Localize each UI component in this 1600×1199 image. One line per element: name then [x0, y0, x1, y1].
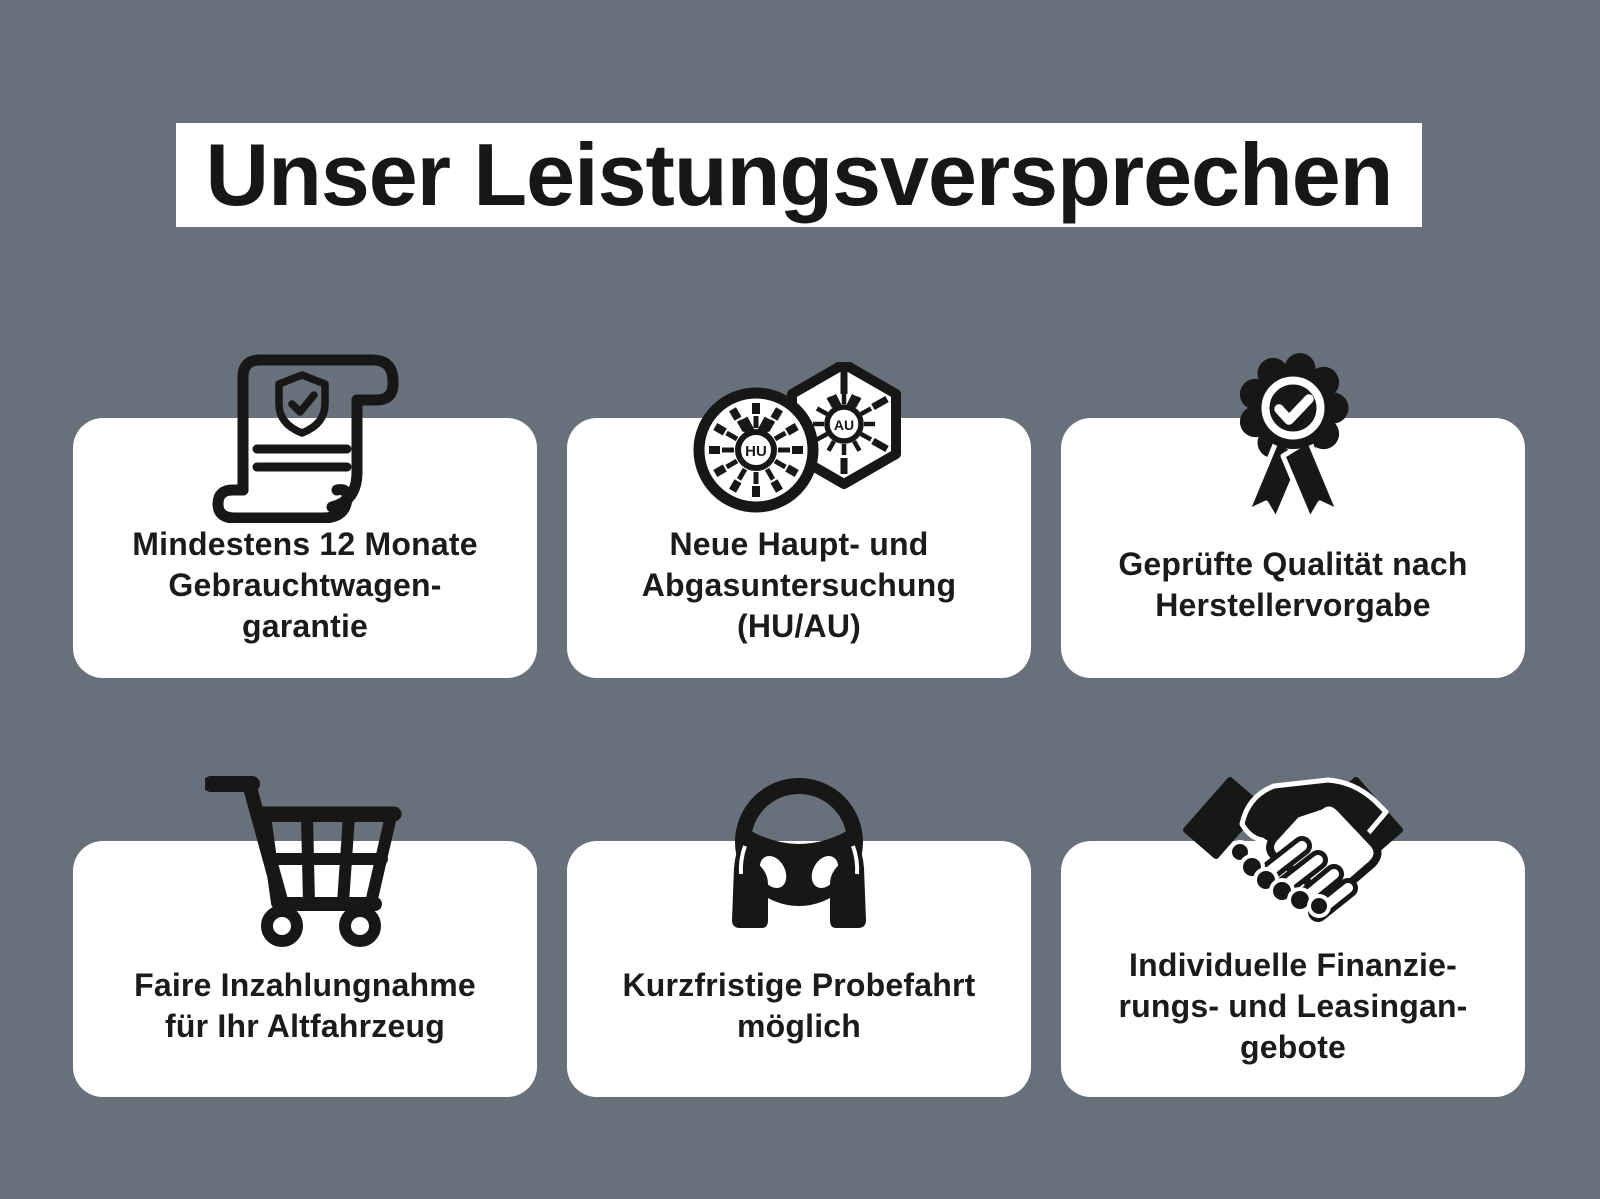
au-badge-label: AU	[833, 417, 855, 433]
icon-slot	[1223, 352, 1363, 522]
card-text-line: rungs- und Leasingan-	[1118, 987, 1468, 1024]
card-text	[585, 931, 1013, 1081]
shopping-cart-icon	[205, 771, 405, 949]
icon-slot	[205, 771, 405, 949]
icon-slot	[1178, 772, 1408, 934]
card-text-line: Gebrauchtwagen-	[168, 566, 442, 603]
benefit-card-financing	[1061, 841, 1525, 1097]
quality-seal-icon	[1223, 352, 1363, 522]
card-text-line: Neue Haupt- und	[669, 525, 929, 562]
card-text-line: Mindestens 12 Monate	[132, 525, 478, 562]
card-text-line: Abgasuntersuchung	[641, 566, 957, 603]
icon-slot	[709, 772, 889, 934]
card-text	[585, 508, 1013, 662]
inspection-badges-icon	[686, 362, 912, 514]
card-text-line: Geprüfte Qualität nach	[1118, 546, 1468, 582]
icon-slot	[210, 353, 400, 523]
card-text-line: (HU/AU)	[736, 607, 862, 644]
benefit-card-warranty	[73, 418, 537, 678]
card-text	[1079, 931, 1507, 1081]
card-text-line: garantie	[241, 607, 369, 644]
card-text	[91, 508, 519, 662]
card-text-line: Herstellervorgabe	[1155, 587, 1431, 623]
benefit-card-test-drive	[567, 841, 1031, 1097]
certificate-scroll-icon	[210, 353, 400, 523]
card-text-line: gebote	[1239, 1028, 1347, 1065]
benefit-card-trade-in	[73, 841, 537, 1097]
card-text-line: für Ihr Altfahrzeug	[165, 1008, 445, 1044]
title-banner	[176, 123, 1422, 227]
card-text-line: Kurzfristige Probefahrt	[622, 967, 976, 1003]
benefit-card-hu-au	[567, 418, 1031, 678]
steering-wheel-hands-icon	[709, 772, 889, 934]
page-title: Unser Leistungsversprechen	[205, 125, 1393, 224]
handshake-icon	[1178, 772, 1408, 934]
icon-slot	[686, 362, 912, 514]
card-text-line: Faire Inzahlungnahme	[134, 967, 476, 1003]
card-text	[91, 931, 519, 1081]
card-text	[1079, 508, 1507, 662]
card-text-line: möglich	[736, 1008, 862, 1044]
card-text-line: Individuelle Finanzie-	[1129, 946, 1457, 983]
benefit-card-quality	[1061, 418, 1525, 678]
hu-badge-label: HU	[745, 443, 767, 460]
